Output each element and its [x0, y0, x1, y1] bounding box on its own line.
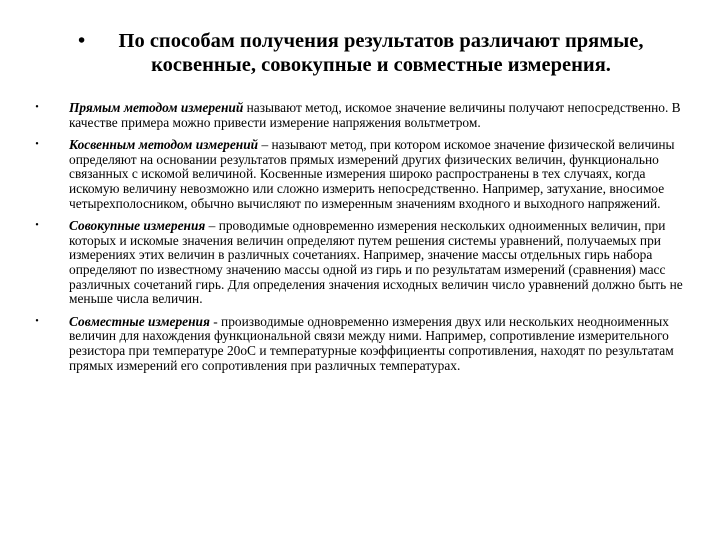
definition-joint-measurements: - производимые одновременно измерения двух или нескольких неодноименных величин для нахождения функциональной связи между ними. Например, сопротивление измерительного резистора при температуре 20оС и температурные коэффициенты сопротивления, находят по результатам прямых измерений его сопротивления при различных температурах.	[69, 313, 674, 373]
list-item-cumulative-measurements	[32, 219, 692, 307]
list-bullet: •	[35, 220, 39, 232]
definition-indirect-method: – называют метод, при котором искомое значение физической величины определяют на основании результатов прямых измерений других физических величин, функционально связанных с искомой величиной. Косвенные измерения широко распространены в тех случаях, когда искомую величину невозможно или сложно измерить непосредственно. Например, затухание, вносимое четырехполосником, обычно вычисляют по измеренным значениям входного и выходного напряжений.	[69, 137, 675, 211]
list-bullet: •	[35, 139, 39, 151]
definition-cumulative-measurements: – проводимые одновременно измерения нескольких одноименных величин, при которых и искомые значения величин определяют путем решения системы уравнений, получаемых при измерениях этих величин в различных сочетаниях. Например, значение массы отдельных гирь набора определяют по известному значению массы одной из гирь и по результатам измерений (сравнения) масс различных сочетаний гирь. Для определения значения исходных величин число уравнений должно быть не меньше числа величин.	[69, 218, 683, 307]
slide-heading	[78, 29, 666, 77]
term-direct-method: Прямым методом измерений	[69, 100, 244, 115]
term-joint-measurements: Совместные измерения	[69, 313, 210, 329]
heading-text: По способам получения результатов различают прямые, косвенные, совокупные и совместные измерения.	[118, 30, 644, 76]
list-bullet: •	[35, 102, 39, 113]
term-indirect-method: Косвенным методом измерений	[69, 137, 259, 153]
list-item-joint-measurements	[32, 315, 692, 373]
term-cumulative-measurements: Совокупные измерения	[69, 218, 206, 234]
definitions-list	[32, 101, 692, 373]
heading-bullet: •	[78, 30, 86, 52]
list-item-indirect-method	[32, 138, 692, 211]
list-bullet: •	[35, 315, 39, 327]
definition-direct-method: называют метод, искомое значение величины получают непосредственно. В качестве примера можно привести измерение напряжения вольтметром.	[69, 100, 681, 130]
list-item-direct-method	[32, 101, 692, 130]
